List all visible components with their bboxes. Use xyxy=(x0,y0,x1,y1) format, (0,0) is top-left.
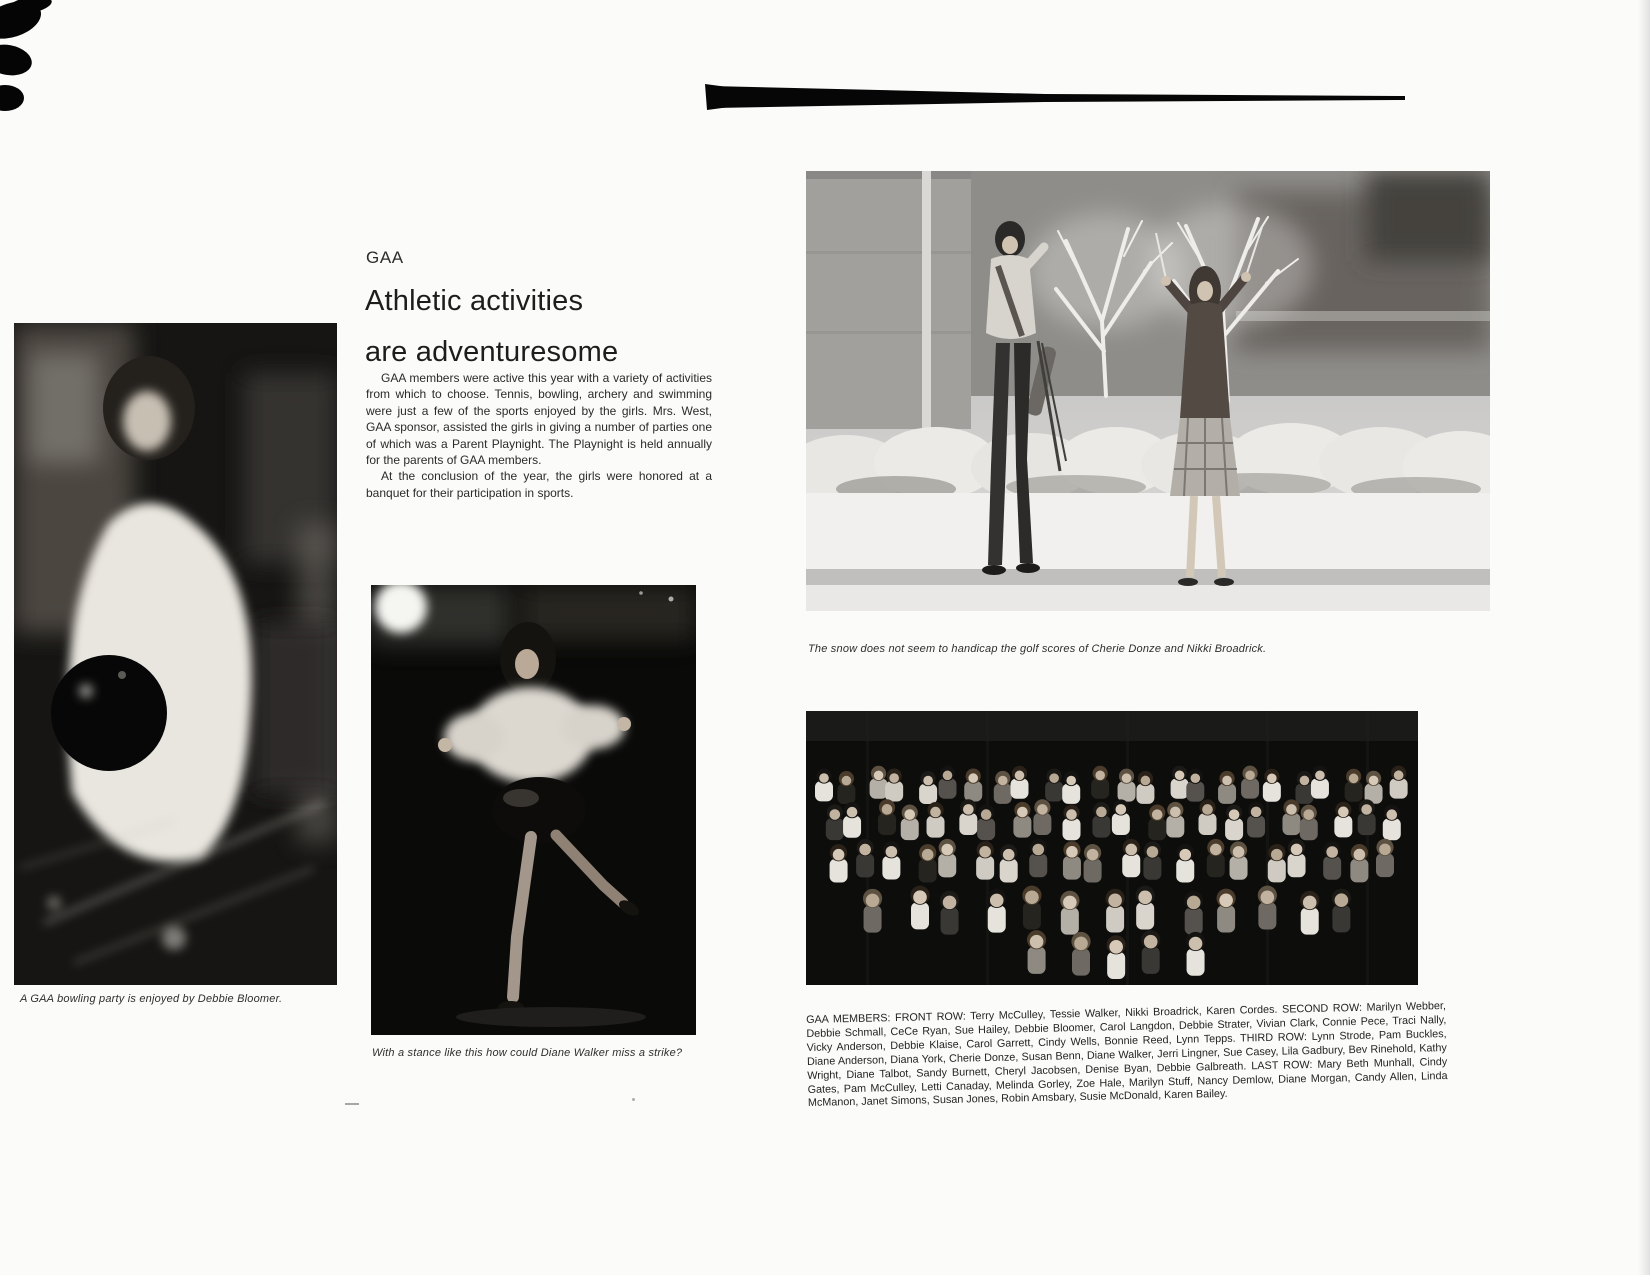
stray-dash-artifact xyxy=(345,1103,359,1105)
bowling-photo-caption: A GAA bowling party is enjoyed by Debbie Bloomer. xyxy=(20,993,283,1005)
bowling-photo xyxy=(14,323,337,985)
gaa-label: GAA xyxy=(366,248,404,267)
stray-speck-artifact xyxy=(632,1098,635,1101)
group-photo-caption: GAA MEMBERS: FRONT ROW: Terry McCulley, Tessie Walker, Nikki Broadrick, Karen Cordes. SECOND ROW: Marilyn Webber, Debbie Schmall, CeCe Ryan, Sue Hailey, Debbie Bloomer, Carol Langdon, Debbie Strater, Vivian Clark, Connie Pece, Traci Nally, Vicky Anderson, Debbie Klaise, Carol Garrett, Cindy Wells, Bonnie Reed, Lynn Tepps. THIRD ROW: Lynn Strode, Pam Buckles, Diane Anderson, Diana York, Cherie Donze, Susan Benn, Diane Walker, Jerri Lingner, Sue Casey, Lila Gadbury, Bev Rinehold, Kathy Wright, Diane Talbot, Sandy Burnett, Cheryl Jacobsen, Denise Byan, Debbie Galbreath. LAST ROW: Mary Beth Munhall, Cindy Gates, Pam McCulley, Letti Canaday, Melinda Gorley, Zoe Hale, Marilyn Stuff, Nancy Demlow, Diane Morgan, Candy Allen, Linda McManon, Janet Simons, Susan Jones, Robin Amsbary, Susie McDonald, Karen Bailey. xyxy=(806,1000,1448,1110)
article-body xyxy=(366,370,712,501)
body-paragraph-1: GAA members were active this year with a variety of activities from which to choose. Tennis, bowling, archery and swimming were just a few of the sports enjoyed by the girls. Mrs. West, GAA sponsor, assisted the girls in giving a number of parties one of which was a Parent Playnight. The Playnight is held annually for the parents of GAA members. xyxy=(366,371,712,468)
group-photo xyxy=(806,711,1418,985)
right-edge-shadow xyxy=(1638,0,1650,1275)
golf-photo-caption: The snow does not seem to handicap the golf scores of Cherie Donze and Nikki Broadrick. xyxy=(808,643,1267,655)
page-title xyxy=(365,276,618,378)
top-edge-scan-streak xyxy=(705,80,1415,115)
headline-line-1: Athletic activities xyxy=(365,285,584,317)
stance-photo xyxy=(371,585,696,1035)
golf-photo xyxy=(806,171,1490,611)
corner-ink-marks xyxy=(0,0,70,130)
body-paragraph-2: At the conclusion of the year, the girls were honored at a banquet for their participation in sports. xyxy=(366,469,712,500)
headline-line-2: are adventuresome xyxy=(365,336,619,368)
stance-photo-caption: With a stance like this how could Diane Walker miss a strike? xyxy=(372,1047,683,1059)
